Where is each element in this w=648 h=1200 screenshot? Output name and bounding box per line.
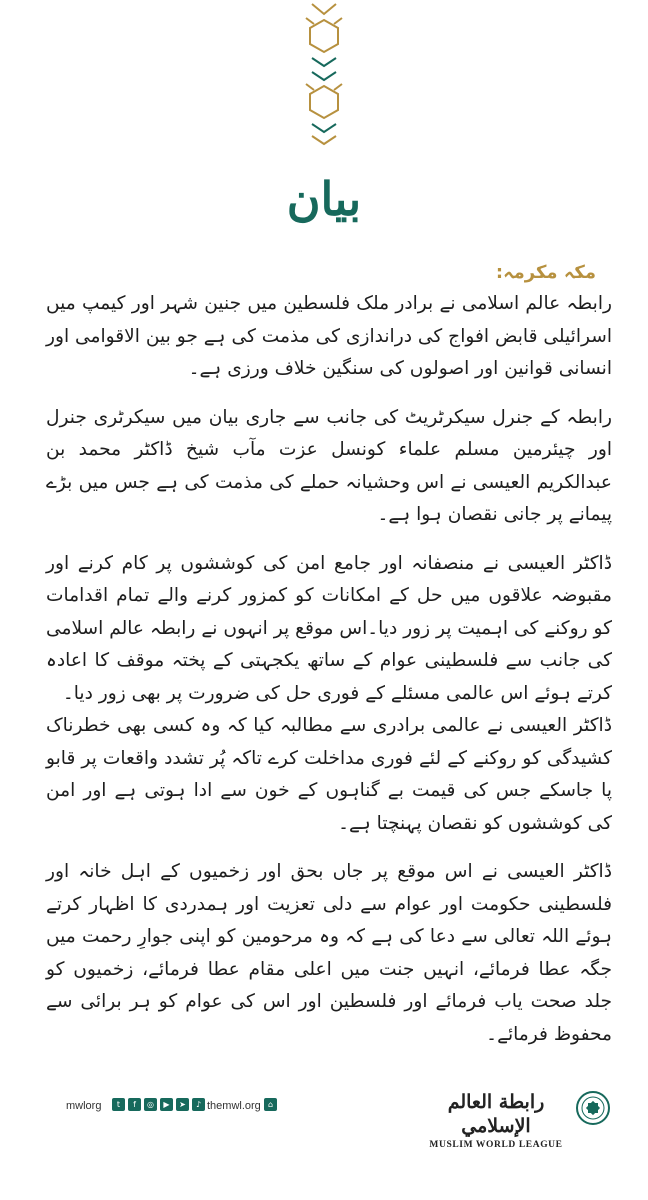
paragraph: ڈاکٹر العیسی نے عالمی برادری سے مطالبہ کیا کہ وہ کسی بھی خطرناک کشیدگی کو روکنے کے لئے فوری مداخلت کرے تاکہ پُر تشدد واقعات پر قابو پا جاسکے جس کی قیمت بے گناہوں کے خون سے ادا ہوتی ہے اور امن کی کوششوں کو نقصان پہنچتا ہے۔ xyxy=(46,715,612,834)
paragraph: ڈاکٹر العیسی نے اس موقع پر جاں بحق اور زخمیوں کے اہل خانہ اور فلسطینی حکومت اور عوام سے دلی تعزیت اور ہمدردی کا اظہار کرتے ہوئے اللہ تعالی سے دعا کی ہے کہ وہ مرحومین کو اپنی جوارِ رحمت میں جگہ عطا فرمائے، انہیں جنت میں اعلی مقام عطا فرمائے، زخمیوں کو جلد صحت یاب فرمائے اور فلسطین اور اس کی عوام کو ہر برائی سے محفوظ فرمائے۔ xyxy=(46,861,612,1045)
logo-english-text: MUSLIM WORLD LEAGUE xyxy=(429,1140,563,1150)
website-link[interactable]: themwl.org xyxy=(207,1100,261,1112)
page-title: بیان xyxy=(286,172,362,226)
logo xyxy=(420,1090,572,1150)
location-label: مکہ مکرمہ: xyxy=(495,262,596,283)
tiktok-icon[interactable]: ♪ xyxy=(192,1098,205,1111)
statement-body xyxy=(46,288,612,1067)
logo-arabic-text: رابطة العالم الإسلامي xyxy=(447,1091,545,1137)
paragraph: ڈاکٹر العیسی نے منصفانہ اور جامع امن کی کوششوں پر کام کرنے اور مقبوضہ علاقوں میں حل کے امکانات کو کمزور کرنے والے تمام اقدامات کو روکنے کی اہمیت پر زور دیا۔اس موقع پر انہوں نے رابطہ عالم اسلامی کی جانب سے فلسطینی عوام کے ساتھ یکجہتی کے پختہ موقف کا اعادہ کرتے ہوئے اس عالمی مسئلے کے فوری حل کی ضرورت پر بھی زور دیا۔ xyxy=(46,552,612,704)
telegram-icon[interactable]: ➤ xyxy=(176,1098,189,1111)
youtube-icon[interactable]: ▶ xyxy=(160,1098,173,1111)
paragraph: رابطہ کے جنرل سیکرٹریٹ کی جانب سے جاری بیان میں سیکرٹری جنرل اور چیئرمین مسلم علماء کونسل عزت مآب شیخ ڈاکٹر محمد بن عبدالکریم العیسی نے اس وحشیانہ حملے کی مذمت کی ہے جس میں بڑے پیمانے پر جانی نقصان ہوا ہے۔ xyxy=(46,406,612,525)
instagram-icon[interactable]: ◎ xyxy=(144,1098,157,1111)
paragraph: رابطہ عالم اسلامی نے برادر ملک فلسطین میں جنین شہر اور کیمپ میں اسرائیلی قابض افواج کی دراندازی کی مذمت کی ہے جو بین الاقوامی اور انسانی قوانین اور اصولوں کی سنگین خلاف ورزی ہے۔ xyxy=(46,293,612,379)
home-icon[interactable]: ⌂ xyxy=(264,1098,277,1111)
social-handle[interactable]: mwlorg xyxy=(66,1100,102,1112)
emblem-icon xyxy=(575,1090,611,1126)
footer xyxy=(0,1090,648,1150)
decorative-ornament xyxy=(284,0,364,150)
facebook-icon[interactable]: f xyxy=(128,1098,141,1111)
twitter-icon[interactable]: t xyxy=(112,1098,125,1111)
social-icons xyxy=(112,1098,205,1111)
